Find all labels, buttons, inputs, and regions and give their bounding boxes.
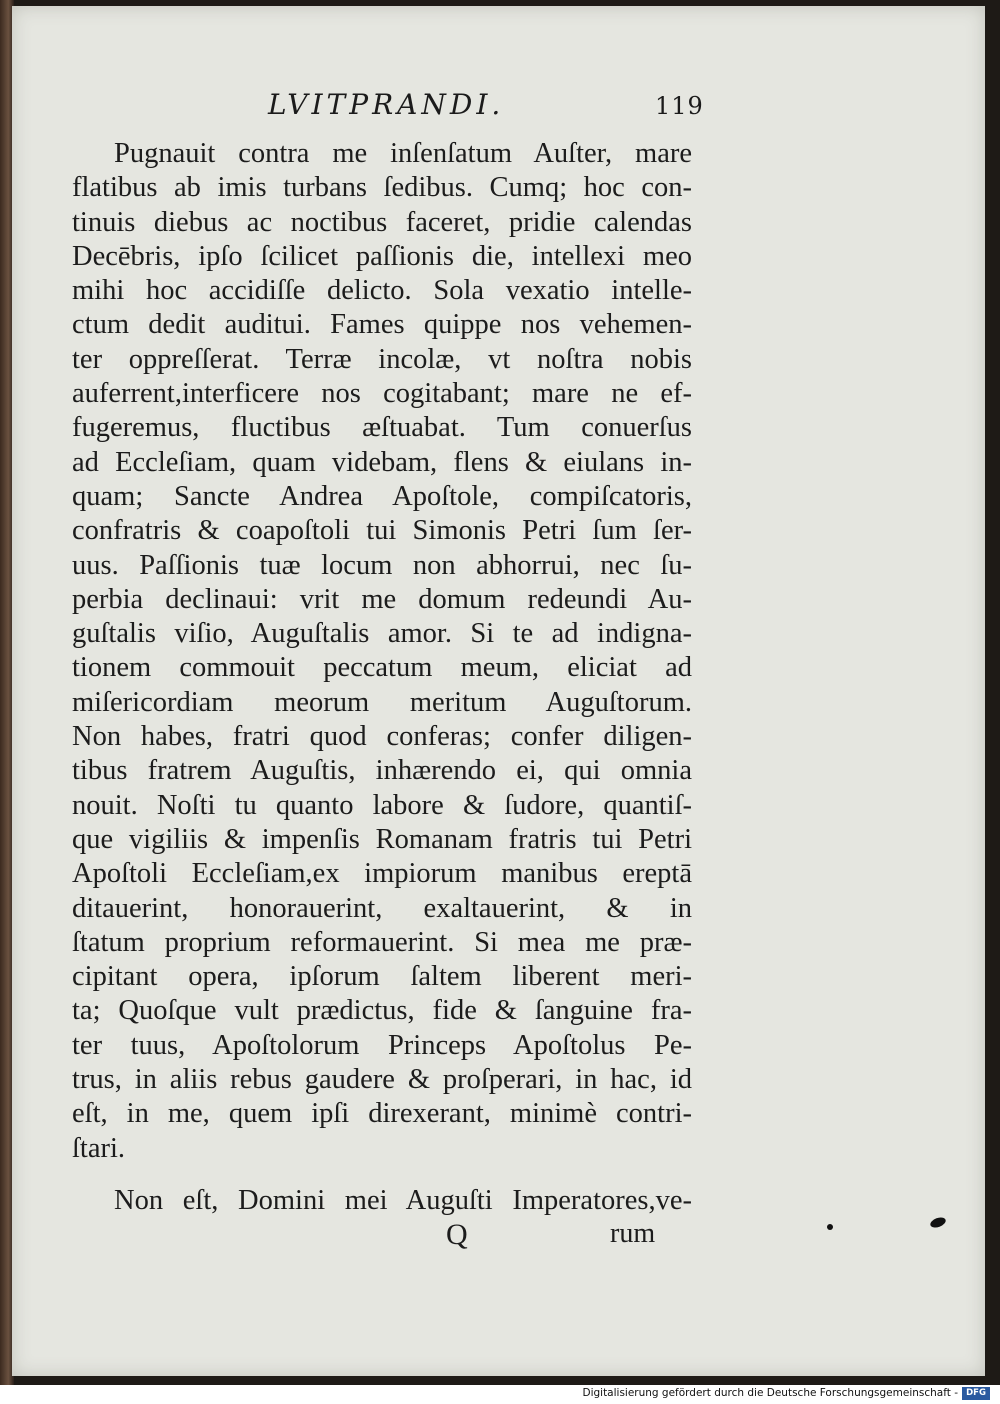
dfg-logo: DFG bbox=[962, 1387, 990, 1400]
running-head-title: LVITPRANDI. bbox=[268, 88, 505, 121]
text-line: ſtari. bbox=[72, 1132, 126, 1164]
text-line: ditauerint, honorauerint, exaltauerint, & in bbox=[72, 892, 692, 924]
running-head bbox=[268, 88, 704, 132]
text-line: miſericordiam meorum meritum Auguſtorum. bbox=[72, 686, 692, 718]
text-line: ctum dedit auditui. Fames quippe nos vehemen- bbox=[72, 309, 692, 341]
text-line: uus. Paſſionis tuæ locum non abhorrui, nec ſu- bbox=[72, 549, 692, 581]
text-line: ſtatum proprium reformauerint. Si mea me præ- bbox=[72, 926, 692, 958]
text-line: tinuis diebus ac noctibus faceret, pridie calendas bbox=[72, 206, 692, 238]
text-line: Non eſt, Domini mei Auguſti Imperatores,ve- bbox=[114, 1184, 692, 1216]
text-line: perbia declinaui: vrit me domum redeundi Au- bbox=[72, 583, 692, 615]
text-line: Pugnauit contra me inſenſatum Auſter, mare bbox=[114, 138, 692, 169]
text-line: que vigiliis & impenſis Romanam fratris tui Petri bbox=[72, 823, 692, 855]
text-line: ta; Quoſque vult prædictus, fide & ſanguine fra- bbox=[72, 995, 692, 1027]
body-text bbox=[72, 137, 692, 1258]
text-line: mihi hoc accidiſſe delicto. Sola vexatio intelle- bbox=[72, 275, 692, 307]
text-line: cipitant opera, ipſorum ſaltem liberent meri- bbox=[72, 961, 692, 993]
text-line: fugeremus, fluctibus æſtuabat. Tum conuerſus bbox=[72, 412, 692, 444]
text-line: Apoſtoli Eccleſiam,ex impiorum manibus ereptā bbox=[72, 858, 692, 890]
text-line: quam; Sancte Andrea Apoſtole, compiſcatoris, bbox=[72, 480, 692, 512]
text-line: ter tuus, Apoſtolorum Princeps Apoſtolus Pe- bbox=[72, 1029, 692, 1061]
text-line: nouit. Noſti tu quanto labore & ſudore, quantiſ- bbox=[72, 789, 692, 821]
text-line: tionem commouit peccatum meum, eliciat ad bbox=[72, 652, 692, 684]
text-line: ad Eccleſiam, quam videbam, flens & eiulans in- bbox=[72, 446, 692, 478]
text-line: flatibus ab imis turbans ſedibus. Cumq; hoc con- bbox=[72, 172, 692, 204]
text-line: eſt, in me, quem ipſi direxerant, minimè contri- bbox=[72, 1098, 692, 1130]
page-number: 119 bbox=[655, 92, 704, 120]
text-line: guſtalis viſio, Auguſtalis amor. Si te ad indigna- bbox=[72, 618, 692, 650]
catch-row bbox=[72, 1218, 692, 1258]
book-page bbox=[12, 6, 985, 1376]
text-line: confratris & coapoſtoli tui Simonis Petri ſum ſer- bbox=[72, 515, 692, 547]
text-line: tibus fratrem Auguſtis, inhærendo ei, qui omnia bbox=[72, 755, 692, 787]
signature-mark: Q bbox=[446, 1218, 468, 1252]
text-line: Non habes, fratri quod conferas; confer diligen- bbox=[72, 721, 692, 753]
catchword: rum bbox=[610, 1218, 656, 1250]
text-line: ter oppreſſerat. Terræ incolæ, vt noſtra nobis bbox=[72, 343, 692, 375]
text-line: Decēbris, ipſo ſcilicet paſſionis die, intellexi meo bbox=[72, 240, 692, 272]
funding-credit: Digitalisierung gefördert durch die Deutsche Forschungsgemeinschaft - bbox=[582, 1387, 958, 1399]
ink-speck bbox=[827, 1224, 833, 1230]
ink-speck bbox=[929, 1216, 947, 1230]
footer-bar bbox=[0, 1385, 1000, 1404]
text-line: auferrent,interficere nos cogitabant; mare ne ef- bbox=[72, 378, 692, 410]
text-line: trus, in aliis rebus gaudere & proſperari, in hac, id bbox=[72, 1064, 692, 1096]
